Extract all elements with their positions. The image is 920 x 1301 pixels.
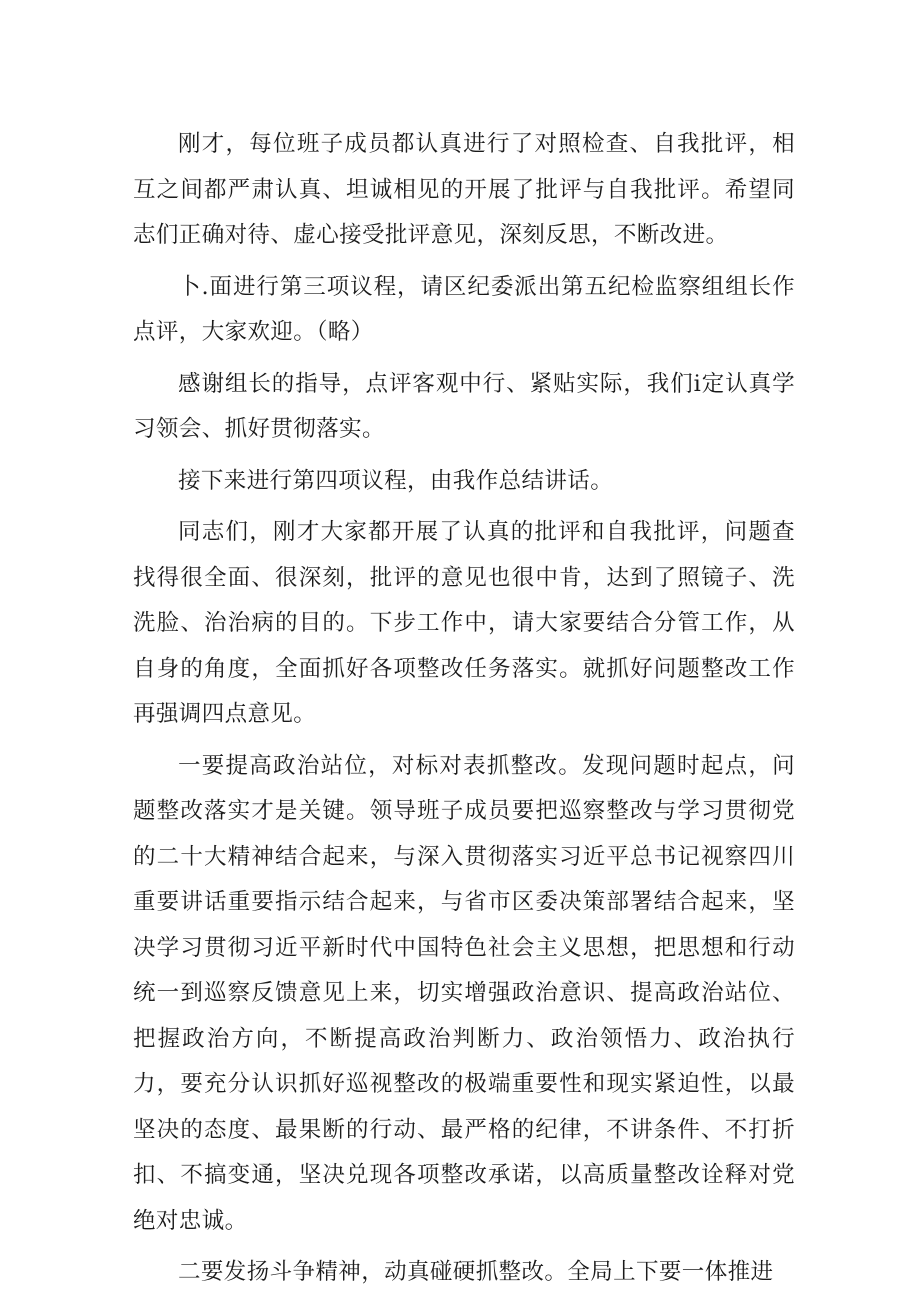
- paragraph-point-two: 二要发扬斗争精神，动真碰硬抓整改。全局上下要一体推进: [178, 1259, 774, 1285]
- paragraph-third-agenda: 卜.面进行第三项议程，请区纪委派出第五纪检监察组组长作点评，大家欢迎。（略）: [133, 273, 795, 345]
- paragraph-comrades-summary: 同志们，刚才大家都开展了认真的批评和自我批评，问题查找得很全面、很深刻，批评的意见也很中肯，达到了照镜子、洗洗脸、治治病的目的。下步工作中，请大家要结合分管工作，从自身的角度，全面抓好各项整改任务落实。就抓好问题整改工作再强调四点意见。: [133, 519, 795, 727]
- paragraph-point-one: 一要提高政治站位，对标对表抓整改。发现问题时起点，问题整改落实才是关键。领导班子成员要把巡察整改与学习贯彻党的二十大精神结合起来，与深入贯彻落实习近平总书记视察四川重要讲话重要指示结合起来，与省市区委决策部署结合起来，坚决学习贯彻习近平新时代中国特色社会主义思想，把思想和行动统一到巡察反馈意见上来，切实增强政治意识、提高政治站位、把握政治方向，不断提高政治判断力、政治领悟力、政治执行力，要充分认识抓好巡视整改的极端重要性和现实紧迫性，以最坚决的态度、最果断的行动、最严格的纪律，不讲条件、不打折扣、不搞变通，坚决兑现各项整改承诺，以高质量整改诠释对党绝对忠诚。: [133, 752, 795, 1234]
- paragraph-thanks-leader: 感谢组长的指导，点评客观中行、紧贴实际，我们i定认真学习领会、抓好贯彻落实。: [133, 370, 795, 442]
- paragraph-self-criticism-summary: 刚才，每位班子成员都认真进行了对照检查、自我批评，相互之间都严肃认真、坦诚相见的开展了批评与自我批评。希望同志们正确对待、虚心接受批评意见，深刻反思，不断改进。: [133, 131, 795, 248]
- paragraph-fourth-agenda: 接下来进行第四项议程，由我作总结讲话。: [178, 467, 614, 494]
- document-body: [133, 122, 795, 1296]
